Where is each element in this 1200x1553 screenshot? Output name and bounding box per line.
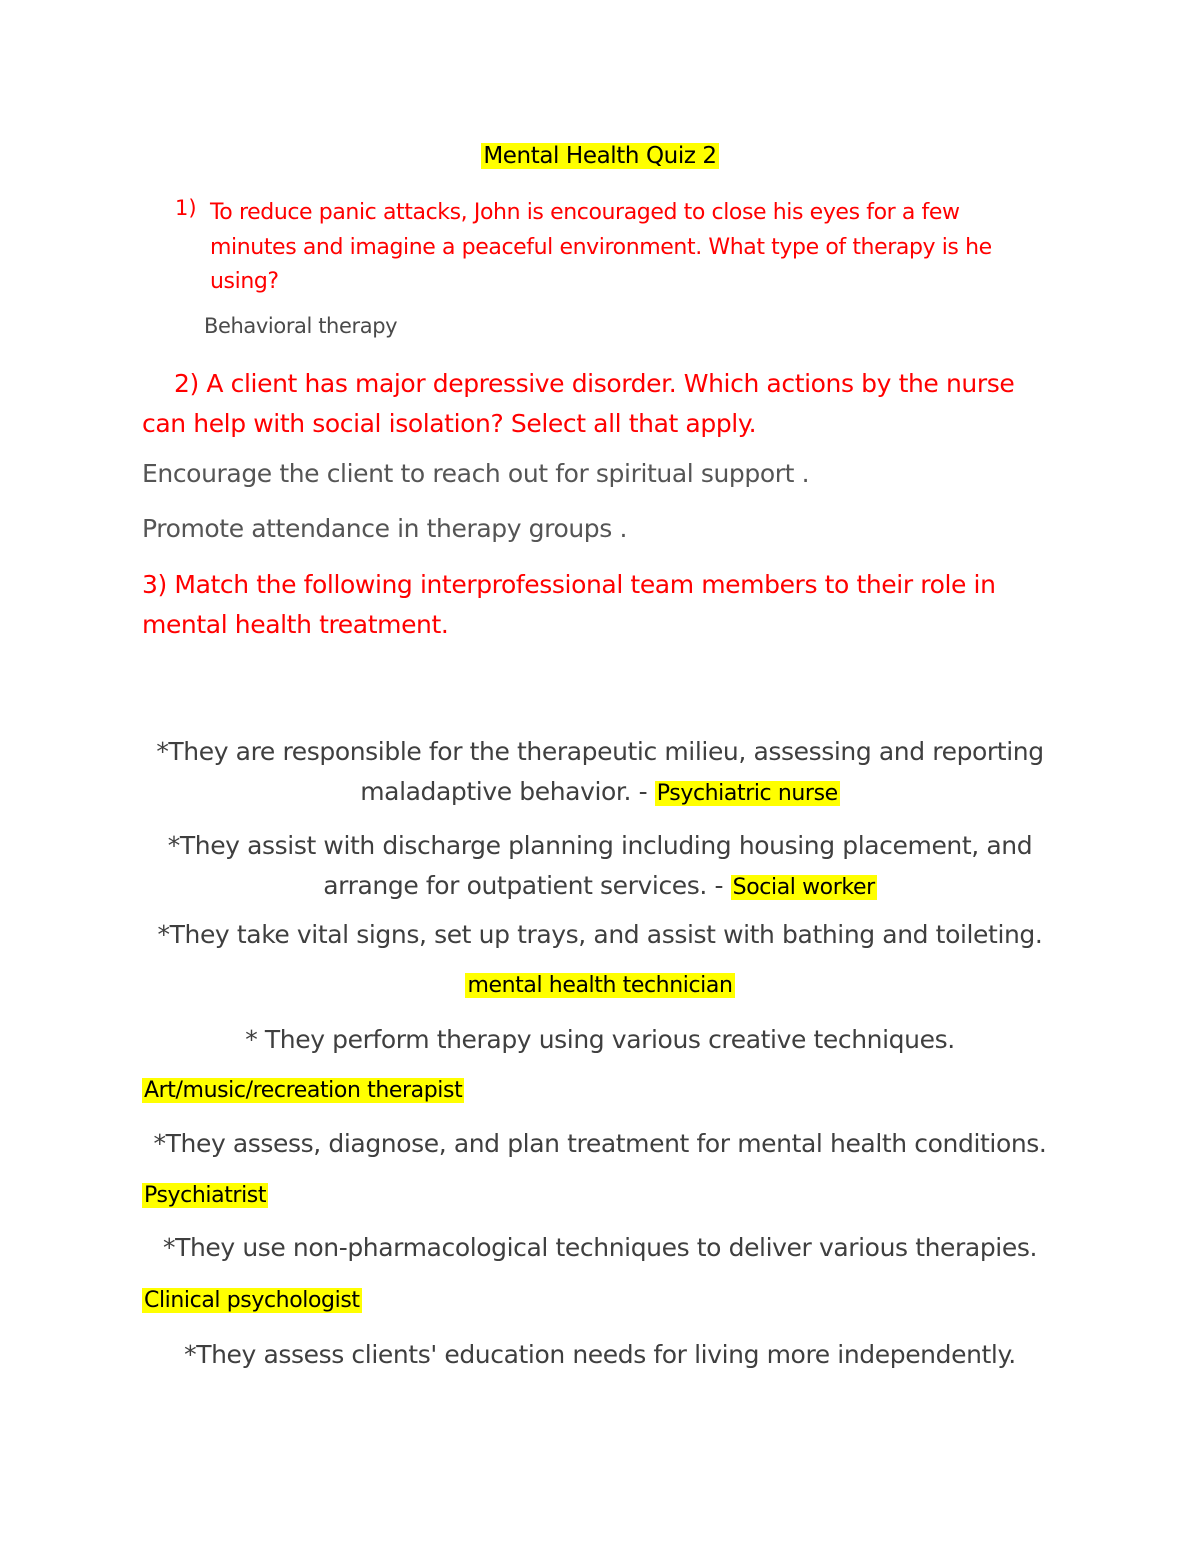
question-2: [142, 364, 1062, 444]
document-title: [0, 143, 1200, 169]
match-3-description: *They take vital signs, set up trays, and assist with bathing and toileting.: [157, 920, 1043, 949]
match-6-description: *They use non-pharmacological techniques to deliver various therapies.: [162, 1233, 1037, 1262]
match-7-description: *They assess clients' education needs for living more independently.: [184, 1340, 1016, 1369]
question-1-answer: Behavioral therapy: [204, 314, 398, 338]
match-3-answer-line: [0, 973, 1200, 998]
match-2-line2: [0, 866, 1200, 908]
match-item-1: [0, 732, 1200, 814]
match-5-answer: Psychiatrist: [144, 1183, 267, 1208]
question-1-number: 1): [175, 196, 197, 220]
question-3: [142, 565, 1062, 645]
question-2-answer-1: Encourage the client to reach out for spiritual support .: [142, 459, 810, 488]
match-1-line2: [0, 772, 1200, 814]
title-highlight: Mental Health Quiz 2: [483, 143, 717, 169]
match-6-answer-line: [142, 1288, 362, 1313]
match-5-description: *They assess, diagnose, and plan treatment for mental health conditions.: [153, 1129, 1047, 1158]
match-6-answer: Clinical psychologist: [144, 1288, 360, 1313]
match-3-answer: mental health technician: [467, 973, 733, 998]
match-1-description-line2: maladaptive behavior. -: [360, 777, 655, 806]
match-2-answer: Social worker: [732, 875, 875, 900]
match-item-2: [0, 826, 1200, 908]
match-5-answer-line: [142, 1183, 268, 1208]
match-4-answer: Art/music/recreation therapist: [144, 1078, 463, 1103]
match-2-description-line2: arrange for outpatient services. -: [323, 871, 731, 900]
match-2-description-line1: *They assist with discharge planning including housing placement, and: [167, 831, 1033, 860]
match-1-description-line1: *They are responsible for the therapeutic milieu, assessing and reporting: [156, 737, 1044, 766]
question-1-text: To reduce panic attacks, John is encouraged to close his eyes for a few minutes and imagine a peaceful environment. What type of therapy is he using?: [210, 200, 992, 294]
question-3-text: Match the following interprofessional team members to their role in mental health treatment.: [142, 570, 996, 639]
match-4-description: * They perform therapy using various creative techniques.: [245, 1025, 955, 1054]
question-2-text: A client has major depressive disorder. Which actions by the nurse can help with social isolation? Select all that apply.: [142, 369, 1015, 438]
question-3-number: 3): [142, 570, 167, 599]
question-2-number: 2): [174, 369, 199, 398]
match-4-answer-line: [142, 1078, 464, 1103]
match-1-answer: Psychiatric nurse: [656, 781, 838, 806]
question-2-answer-2: Promote attendance in therapy groups .: [142, 514, 627, 543]
